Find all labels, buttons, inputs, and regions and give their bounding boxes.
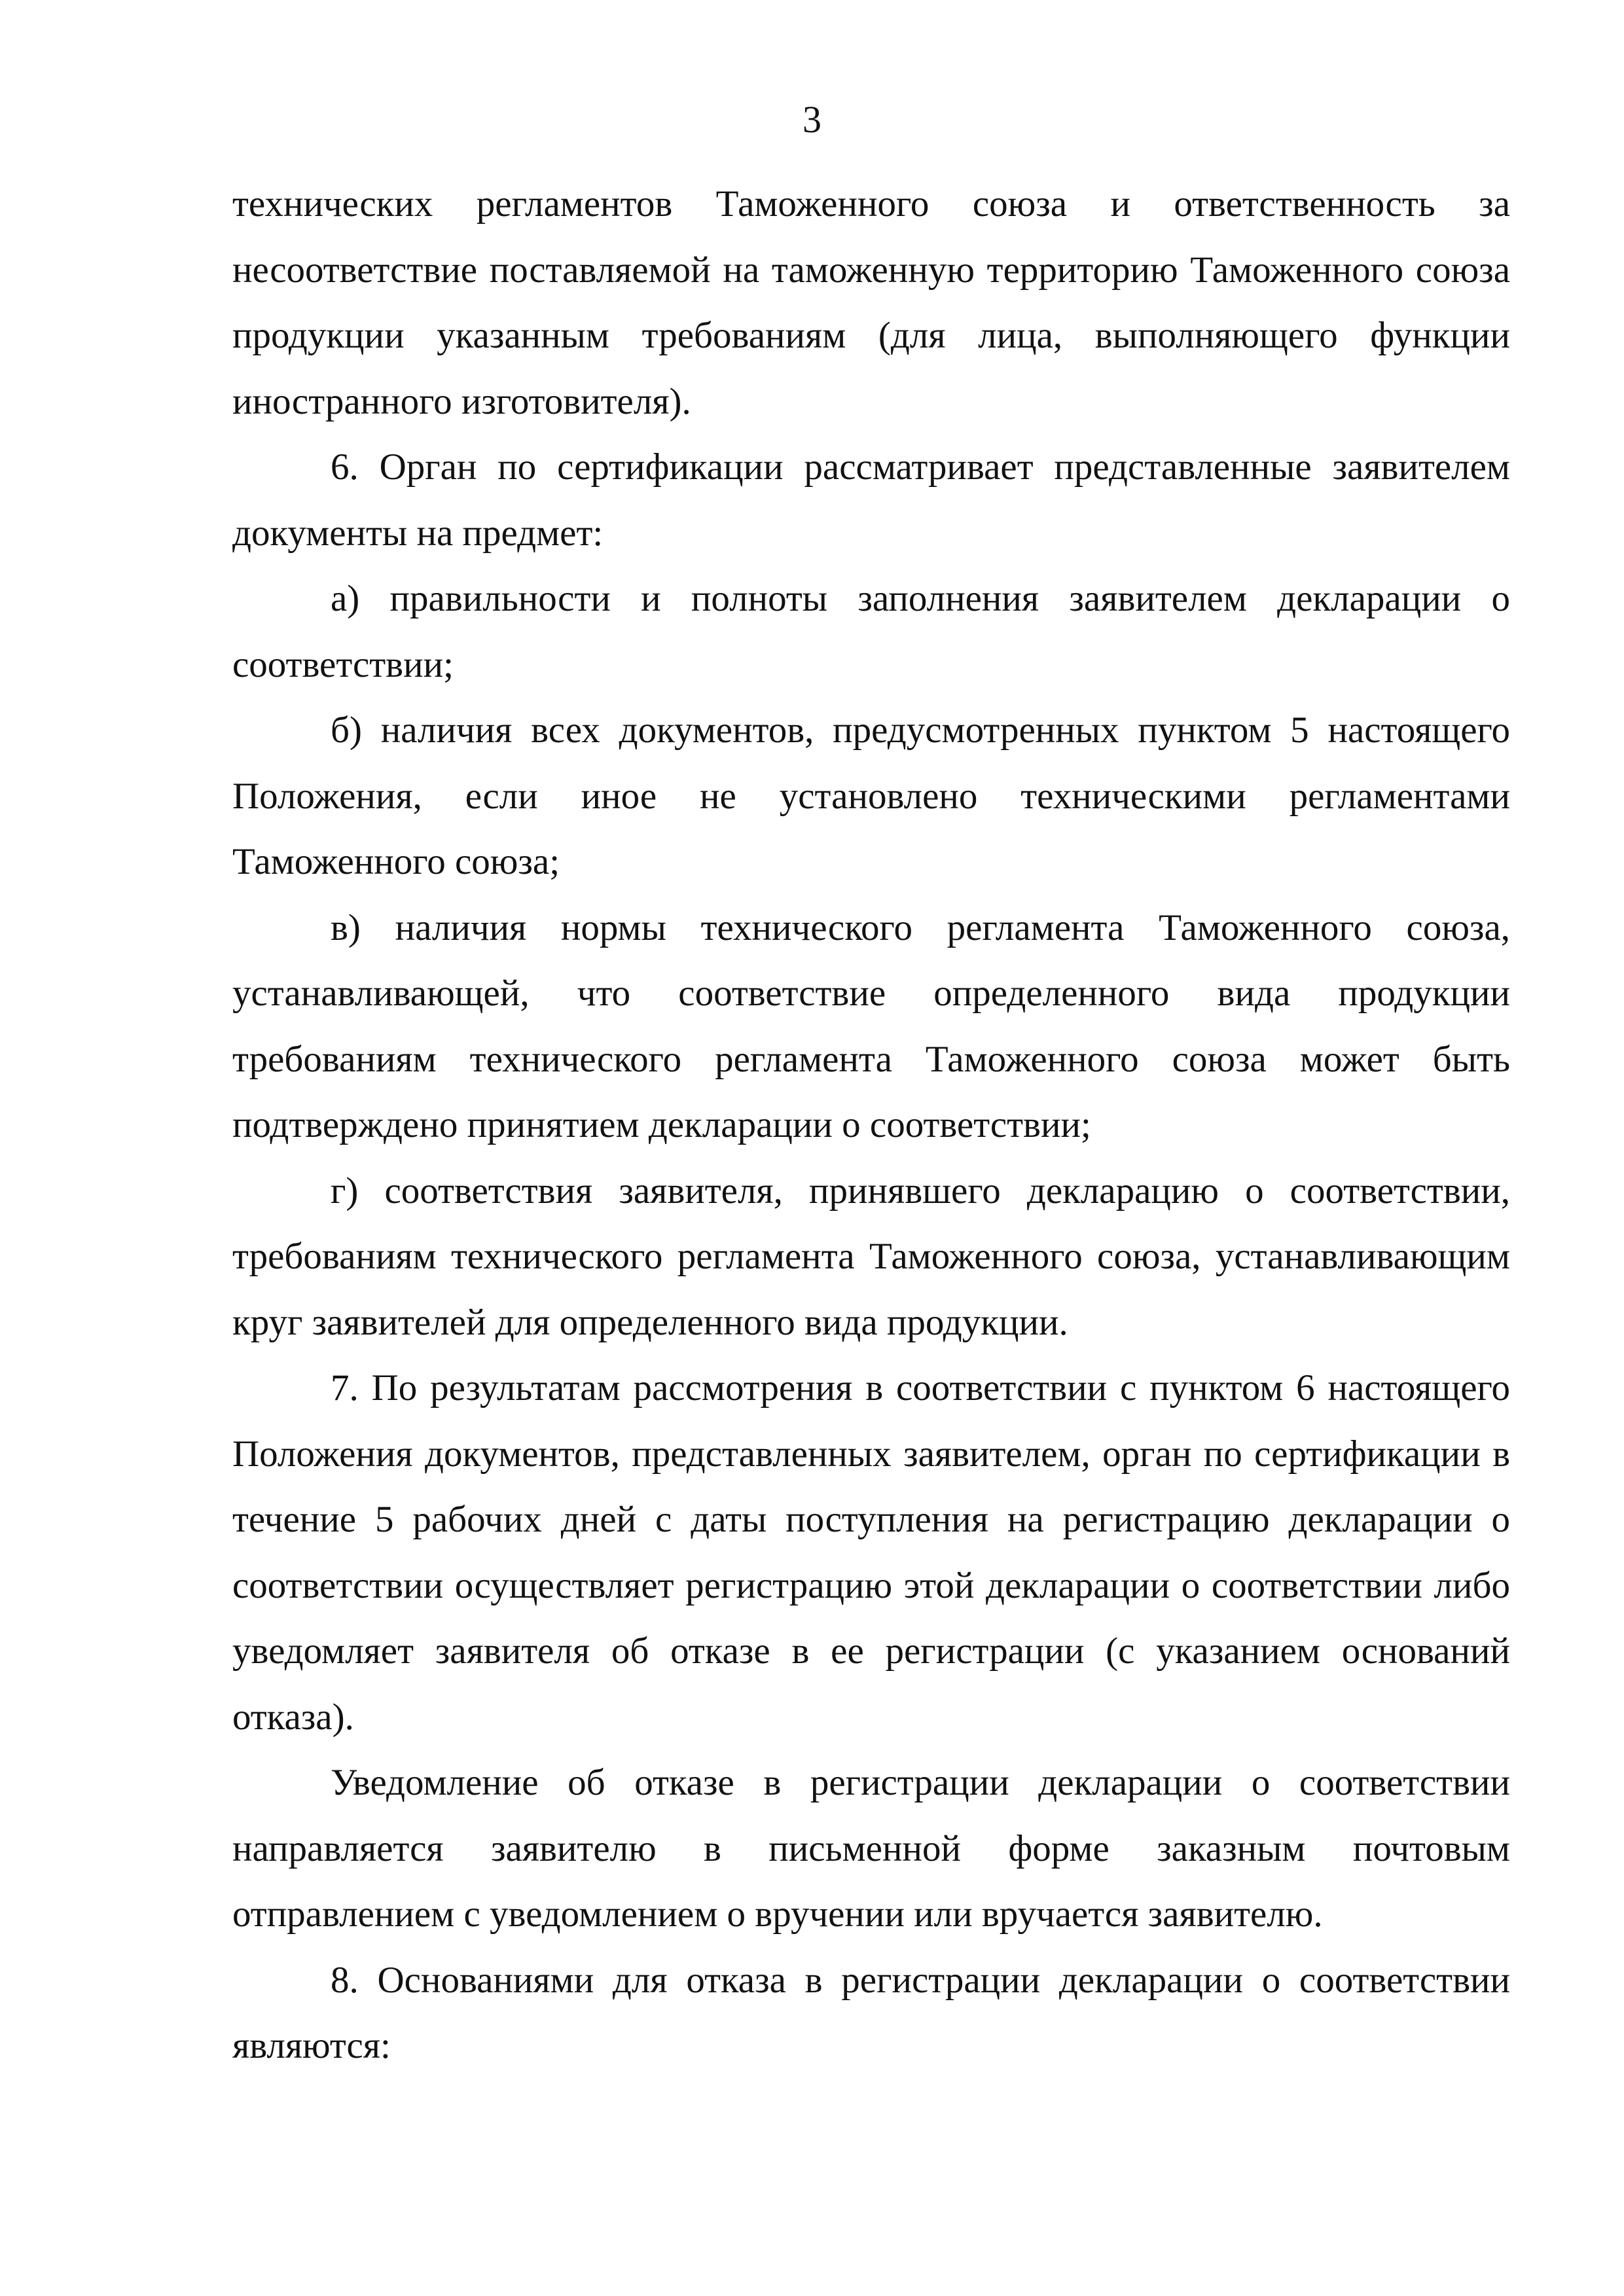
document-body <box>232 171 1510 2079</box>
paragraph-item-6a: а) правильности и полноты заполнения заявителем декларации о соответствии; <box>232 578 1510 685</box>
page-number: 3 <box>803 98 821 141</box>
paragraph-notification: Уведомление об отказе в регистрации декларации о соответствии направляется заявителю в письменной форме заказным почтовым отправлением с уведомлением о вручении или вручается заявителю. <box>232 1762 1510 1935</box>
paragraph-item-6v: в) наличия нормы технического регламента Таможенного союза, устанавливающей, что соответствие определенного вида продукции требованиям технического регламента Таможенного союза может быть подтверждено принятием декларации о соответствии; <box>232 906 1510 1145</box>
paragraph-continuation: технических регламентов Таможенного союза и ответственность за несоответствие поставляемой на таможенную территорию Таможенного союза продукции указанным требованиям (для лица, выполняющего функции иностранного изготовителя). <box>232 183 1510 422</box>
paragraph-item-8: 8. Основаниями для отказа в регистрации декларации о соответствии являются: <box>232 1959 1510 2066</box>
paragraph-item-6b: б) наличия всех документов, предусмотренных пунктом 5 настоящего Положения, если иное не установлено техническими регламентами Таможенного союза; <box>232 709 1510 882</box>
paragraph-item-6g: г) соответствия заявителя, принявшего декларацию о соответствии, требованиям технического регламента Таможенного союза, устанавливающим круг заявителей для определенного вида продукции. <box>232 1170 1510 1343</box>
paragraph-item-7: 7. По результатам рассмотрения в соответствии с пунктом 6 настоящего Положения документов, представленных заявителем, орган по сертификации в течение 5 рабочих дней с даты поступления на регистрацию декларации о соответствии осуществляет регистрацию этой декларации о соответствии либо уведомляет заявителя об отказе в ее регистрации (с указанием оснований отказа). <box>232 1367 1510 1738</box>
paragraph-item-6: 6. Орган по сертификации рассматривает представленные заявителем документы на предмет: <box>232 446 1510 554</box>
